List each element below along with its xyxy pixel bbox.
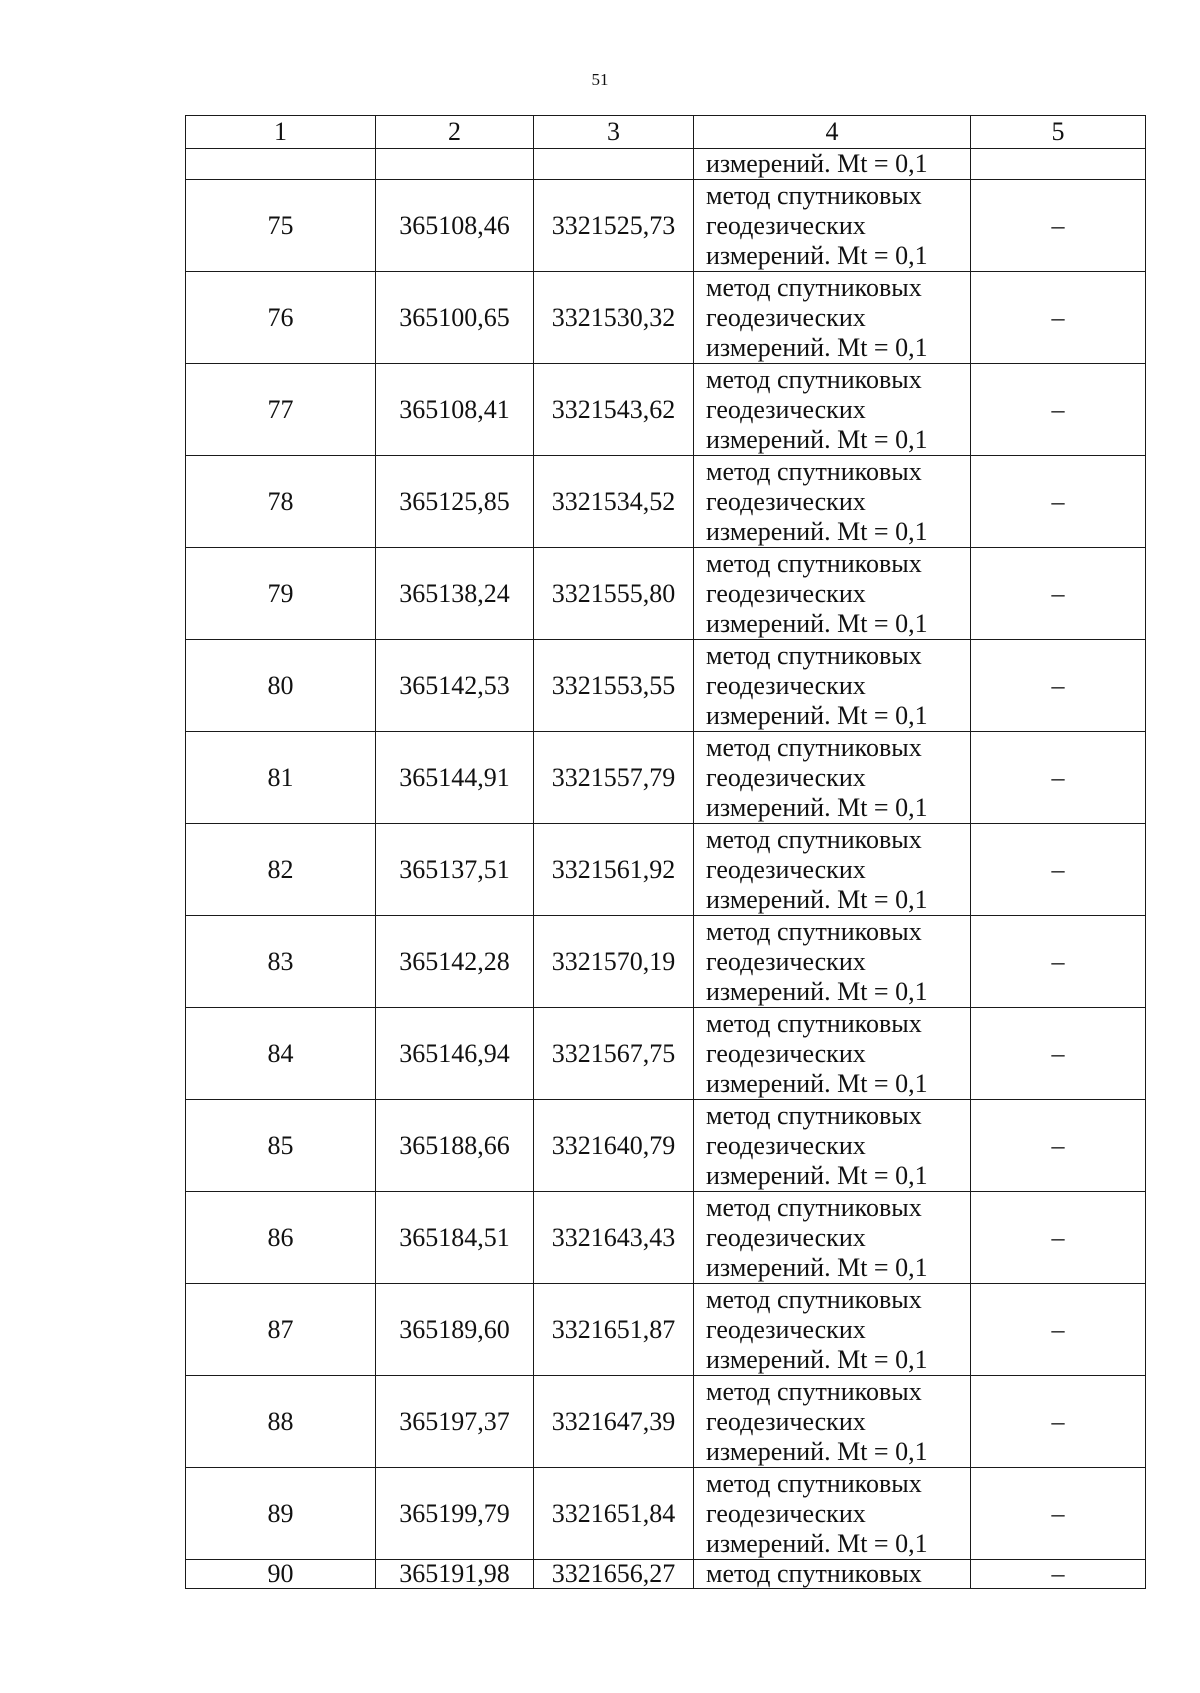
method-line: метод спутниковых xyxy=(706,640,922,670)
method-line: геодезических xyxy=(706,854,866,884)
table-row xyxy=(186,456,1146,548)
method-cell xyxy=(694,456,971,548)
y-coordinate-cell: 3321543,62 xyxy=(534,364,694,456)
y-coordinate-cell: 3321530,32 xyxy=(534,272,694,364)
page-number: 51 xyxy=(591,70,609,89)
method-line: метод спутниковых xyxy=(706,456,922,486)
y-coordinate-cell: 3321525,73 xyxy=(534,180,694,272)
point-number-cell: 82 xyxy=(186,824,376,916)
method-cell xyxy=(694,364,971,456)
table-row xyxy=(186,180,1146,272)
point-number-cell: 75 xyxy=(186,180,376,272)
method-line: измерений. Mt = 0,1 xyxy=(706,1436,928,1466)
method-cell: метод спутниковых xyxy=(694,1560,971,1589)
table-row xyxy=(186,272,1146,364)
point-number-cell: 84 xyxy=(186,1008,376,1100)
x-coordinate-cell: 365184,51 xyxy=(376,1192,534,1284)
method-line: геодезических xyxy=(706,670,866,700)
method-line: геодезических xyxy=(706,1314,866,1344)
method-line: геодезических xyxy=(706,946,866,976)
x-coordinate-cell: 365108,46 xyxy=(376,180,534,272)
y-coordinate-cell: 3321656,27 xyxy=(534,1560,694,1589)
point-number-cell: 76 xyxy=(186,272,376,364)
point-number-cell: 87 xyxy=(186,1284,376,1376)
method-line: метод спутниковых xyxy=(706,824,922,854)
table-row xyxy=(186,364,1146,456)
method-line: метод спутниковых xyxy=(706,732,922,762)
note-cell: – xyxy=(971,180,1146,272)
note-cell: – xyxy=(971,1468,1146,1560)
method-line: геодезических xyxy=(706,1222,866,1252)
note-cell: – xyxy=(971,1376,1146,1468)
note-cell: – xyxy=(971,456,1146,548)
table-row xyxy=(186,1100,1146,1192)
table-row xyxy=(186,640,1146,732)
method-line: геодезических xyxy=(706,1498,866,1528)
method-line: геодезических xyxy=(706,762,866,792)
continuation-method-cell: измерений. Mt = 0,1 xyxy=(694,149,971,180)
method-cell xyxy=(694,1468,971,1560)
y-coordinate-cell: 3321570,19 xyxy=(534,916,694,1008)
y-coordinate-cell: 3321651,87 xyxy=(534,1284,694,1376)
table-row xyxy=(186,1376,1146,1468)
column-header-4: 4 xyxy=(694,116,971,149)
x-coordinate-cell: 365125,85 xyxy=(376,456,534,548)
x-coordinate-cell: 365137,51 xyxy=(376,824,534,916)
y-coordinate-cell: 3321567,75 xyxy=(534,1008,694,1100)
x-coordinate-cell: 365108,41 xyxy=(376,364,534,456)
note-cell: – xyxy=(971,364,1146,456)
method-line: измерений. Mt = 0,1 xyxy=(706,240,928,270)
y-coordinate-cell: 3321651,84 xyxy=(534,1468,694,1560)
empty-cell xyxy=(186,149,376,180)
method-cell xyxy=(694,1008,971,1100)
method-line: измерений. Mt = 0,1 xyxy=(706,884,928,914)
y-coordinate-cell: 3321534,52 xyxy=(534,456,694,548)
table-row xyxy=(186,916,1146,1008)
method-line: измерений. Mt = 0,1 xyxy=(706,1252,928,1282)
method-line: геодезических xyxy=(706,210,866,240)
x-coordinate-cell: 365197,37 xyxy=(376,1376,534,1468)
method-cell xyxy=(694,1192,971,1284)
method-cell xyxy=(694,548,971,640)
method-line: метод спутниковых xyxy=(706,364,922,394)
method-cell xyxy=(694,1284,971,1376)
method-line: метод спутниковых xyxy=(706,272,922,302)
method-line: геодезических xyxy=(706,302,866,332)
table-row xyxy=(186,1008,1146,1100)
method-line: измерений. Mt = 0,1 xyxy=(706,976,928,1006)
method-cell xyxy=(694,732,971,824)
method-cell xyxy=(694,272,971,364)
x-coordinate-cell: 365142,28 xyxy=(376,916,534,1008)
method-line: геодезических xyxy=(706,394,866,424)
method-line: метод спутниковых xyxy=(706,180,922,210)
note-cell: – xyxy=(971,916,1146,1008)
method-line: метод спутниковых xyxy=(706,1192,922,1222)
method-line: измерений. Mt = 0,1 xyxy=(706,1344,928,1374)
note-cell: – xyxy=(971,824,1146,916)
header-row xyxy=(186,116,1146,149)
y-coordinate-cell: 3321553,55 xyxy=(534,640,694,732)
y-coordinate-cell: 3321647,39 xyxy=(534,1376,694,1468)
x-coordinate-cell: 365188,66 xyxy=(376,1100,534,1192)
x-coordinate-cell: 365199,79 xyxy=(376,1468,534,1560)
point-number-cell: 83 xyxy=(186,916,376,1008)
y-coordinate-cell: 3321640,79 xyxy=(534,1100,694,1192)
x-coordinate-cell: 365142,53 xyxy=(376,640,534,732)
table-row xyxy=(186,1560,1146,1589)
method-line: геодезических xyxy=(706,578,866,608)
empty-cell xyxy=(376,149,534,180)
note-cell: – xyxy=(971,548,1146,640)
method-cell xyxy=(694,1376,971,1468)
table-row xyxy=(186,548,1146,640)
point-number-cell: 79 xyxy=(186,548,376,640)
method-line: измерений. Mt = 0,1 xyxy=(706,1068,928,1098)
point-number-cell: 78 xyxy=(186,456,376,548)
table-row xyxy=(186,1284,1146,1376)
point-number-cell: 86 xyxy=(186,1192,376,1284)
method-line: метод спутниковых xyxy=(706,548,922,578)
column-header-1: 1 xyxy=(186,116,376,149)
point-number-cell: 80 xyxy=(186,640,376,732)
method-line: метод спутниковых xyxy=(706,1100,922,1130)
note-cell: – xyxy=(971,732,1146,824)
point-number-cell: 88 xyxy=(186,1376,376,1468)
method-line: измерений. Mt = 0,1 xyxy=(706,1528,928,1558)
empty-cell xyxy=(971,149,1146,180)
method-line: измерений. Mt = 0,1 xyxy=(706,608,928,638)
method-line: измерений. Mt = 0,1 xyxy=(706,424,928,454)
method-line: измерений. Mt = 0,1 xyxy=(706,700,928,730)
column-header-2: 2 xyxy=(376,116,534,149)
note-cell: – xyxy=(971,1192,1146,1284)
method-line: геодезических xyxy=(706,486,866,516)
method-cell xyxy=(694,824,971,916)
point-number-cell: 85 xyxy=(186,1100,376,1192)
continuation-row xyxy=(186,149,1146,180)
point-number-cell: 77 xyxy=(186,364,376,456)
x-coordinate-cell: 365189,60 xyxy=(376,1284,534,1376)
method-line: метод спутниковых xyxy=(706,1284,922,1314)
method-line: метод спутниковых xyxy=(706,1008,922,1038)
method-cell xyxy=(694,1100,971,1192)
method-line: метод спутниковых xyxy=(706,1468,922,1498)
method-line: геодезических xyxy=(706,1406,866,1436)
y-coordinate-cell: 3321557,79 xyxy=(534,732,694,824)
coordinates-table xyxy=(185,115,1146,1589)
table-row xyxy=(186,1192,1146,1284)
y-coordinate-cell: 3321561,92 xyxy=(534,824,694,916)
method-line: геодезических xyxy=(706,1130,866,1160)
y-coordinate-cell: 3321555,80 xyxy=(534,548,694,640)
table-row xyxy=(186,1468,1146,1560)
table-row xyxy=(186,824,1146,916)
method-cell xyxy=(694,640,971,732)
note-cell: – xyxy=(971,1560,1146,1589)
note-cell: – xyxy=(971,640,1146,732)
note-cell: – xyxy=(971,272,1146,364)
point-number-cell: 89 xyxy=(186,1468,376,1560)
column-header-5: 5 xyxy=(971,116,1146,149)
x-coordinate-cell: 365100,65 xyxy=(376,272,534,364)
x-coordinate-cell: 365144,91 xyxy=(376,732,534,824)
column-header-3: 3 xyxy=(534,116,694,149)
method-cell xyxy=(694,180,971,272)
point-number-cell: 90 xyxy=(186,1560,376,1589)
x-coordinate-cell: 365138,24 xyxy=(376,548,534,640)
method-line: метод спутниковых xyxy=(706,916,922,946)
method-line: измерений. Mt = 0,1 xyxy=(706,516,928,546)
y-coordinate-cell: 3321643,43 xyxy=(534,1192,694,1284)
point-number-cell: 81 xyxy=(186,732,376,824)
empty-cell xyxy=(534,149,694,180)
method-line: геодезических xyxy=(706,1038,866,1068)
method-line: измерений. Mt = 0,1 xyxy=(706,332,928,362)
x-coordinate-cell: 365146,94 xyxy=(376,1008,534,1100)
method-line: измерений. Mt = 0,1 xyxy=(706,792,928,822)
note-cell: – xyxy=(971,1284,1146,1376)
method-line: метод спутниковых xyxy=(706,1376,922,1406)
table-row xyxy=(186,732,1146,824)
method-line: измерений. Mt = 0,1 xyxy=(706,1160,928,1190)
note-cell: – xyxy=(971,1008,1146,1100)
note-cell: – xyxy=(971,1100,1146,1192)
method-cell xyxy=(694,916,971,1008)
x-coordinate-cell: 365191,98 xyxy=(376,1560,534,1589)
